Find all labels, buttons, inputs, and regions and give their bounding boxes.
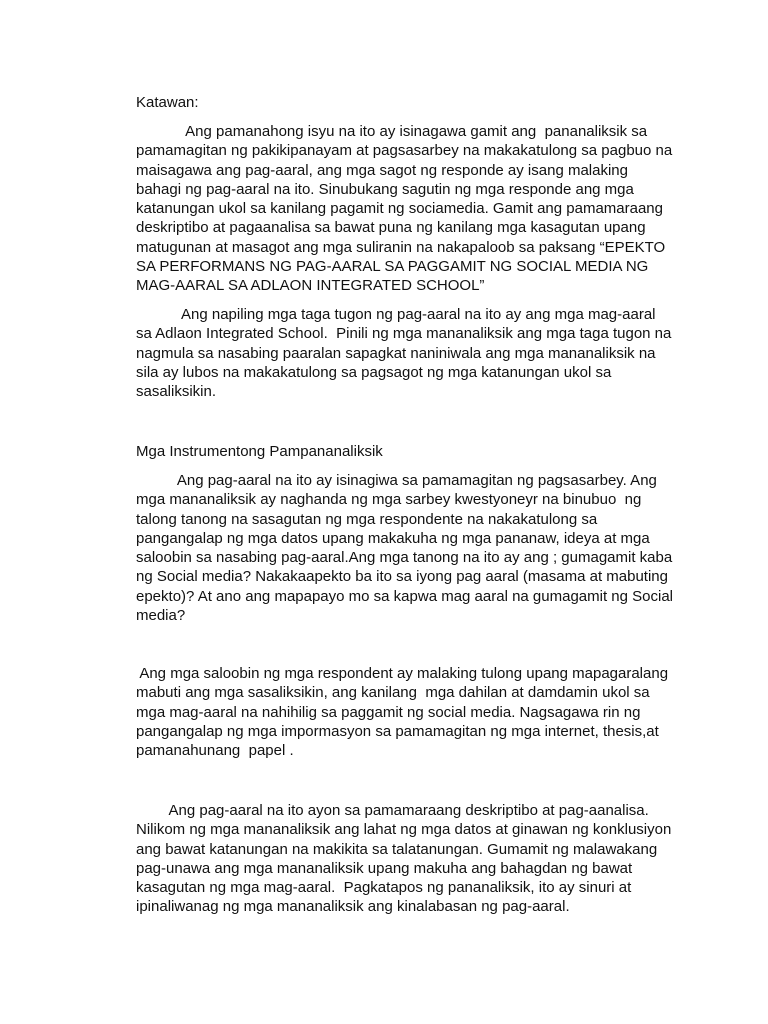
paragraph-line: bahagi ng pag-aaral na ito. Sinubukang sagutin ng mga responde ang mga	[136, 180, 634, 198]
paragraph-line: sa Adlaon Integrated School. Pinili ng mga mananaliksik ang mga taga tugon na	[136, 325, 672, 343]
paragraph-line: pamanahunang papel .	[136, 742, 294, 760]
paragraph-line: pangangalap ng mga impormasyon sa pamamagitan ng mga internet, thesis,at	[136, 722, 659, 740]
paragraph-line: ng Social media? Nakakaapekto ba ito sa iyong pag aaral (masama at mabuting	[136, 568, 668, 586]
paragraph-line: Ang pag-aaral na ito ay isinagiwa sa pamamagitan ng pagsasarbey. Ang	[136, 472, 657, 489]
paragraph-line: Ang mga saloobin ng mga respondent ay malaking tulong upang mapagaralang	[136, 665, 669, 682]
paragraph-line: Ang pag-aaral na ito ayon sa pamamaraang deskriptibo at pag-aanalisa.	[136, 802, 649, 819]
paragraph-line: pag-unawa ang mga mananaliksik upang makuha ang bahagdan ng bawat	[136, 859, 633, 877]
paragraph-4	[136, 664, 684, 760]
paragraph-line: deskriptibo at pagaanalisa sa bawat puna ng kanilang mga kasagutan upang	[136, 219, 646, 237]
paragraph-line: kasagutan ng mga mag-aaral. Pagkatapos ng pananaliksik, ito ay sinuri at	[136, 879, 632, 897]
paragraph-line: maisagawa ang pag-aaral, ang mga sagot ng responde ay isang malaking	[136, 161, 628, 179]
paragraph-line: nagmula sa nasabing paaralan sapagkat naniniwala ang mga mananaliksik na	[136, 344, 656, 362]
paragraph-line: sila ay lubos na makakatulong sa pagsagot ng mga katanungan ukol sa	[136, 363, 612, 381]
paragraph-line: sasaliksikin.	[136, 383, 217, 401]
paragraph-3	[136, 471, 684, 625]
paragraph-line: talong tanong na sasagutan ng mga respondente na nakakatulong sa	[136, 510, 598, 528]
paragraph-line: ipinaliwanag ng mga mananaliksik ang kinalabasan ng pag-aaral.	[136, 898, 570, 916]
paragraph-line: katanungan ukol sa kanilang pagamit ng sociamedia. Gamit ang pamamaraang	[136, 200, 663, 218]
paragraph-line: mga mananaliksik ay naghanda ng mga sarbey kwestyoneyr na binubuo ng	[136, 491, 642, 509]
paragraph-line: saloobin sa nasabing pag-aaral.Ang mga tanong na ito ay ang ; gumagamit kaba	[136, 549, 673, 567]
paragraph-line: Ang napiling mga taga tugon ng pag-aaral na ito ay ang mga mag-aaral	[136, 306, 656, 323]
paragraph-line: mga mag-aaral na nahihilig sa paggamit ng social media. Nagsagawa rin ng	[136, 703, 641, 721]
heading-instrumento	[136, 442, 684, 461]
paragraph-line: pamamagitan ng pakikipanayam at pagsasarbey na makakatulong sa pagbuo na	[136, 142, 673, 160]
paragraph-line: epekto)? At ano ang mapapayo mo sa kapwa mag aaral na gumagamit ng Social	[136, 587, 673, 605]
paragraph-1	[136, 122, 684, 296]
heading-katawan	[136, 93, 684, 112]
paragraph-line: matugunan at masagot ang mga suliranin na nakapaloob sa paksang “EPEKTO	[136, 238, 666, 256]
paragraph-line: ang bawat katanungan na makikita sa talatanungan. Gumamit ng malawakang	[136, 840, 658, 858]
heading-instrumento-text: Mga Instrumentong Pampananaliksik	[136, 443, 383, 460]
paragraph-line: Nilikom ng mga mananaliksik ang lahat ng mga datos at ginawan ng konklusiyon	[136, 821, 672, 839]
paragraph-line: MAG-AARAL SA ADLAON INTEGRATED SCHOOL”	[136, 277, 485, 295]
paragraph-line: SA PERFORMANS NG PAG-AARAL SA PAGGAMIT NG SOCIAL MEDIA NG	[136, 258, 649, 276]
paragraph-5	[136, 801, 684, 917]
paragraph-line: media?	[136, 607, 186, 625]
heading-katawan-text: Katawan:	[136, 94, 199, 111]
paragraph-line: Ang pamanahong isyu na ito ay isinagawa gamit ang pananaliksik sa	[136, 123, 648, 140]
paragraph-line: pangangalap ng mga datos upang makakuha ng mga pananaw, ideya at mga	[136, 529, 650, 547]
paragraph-2	[136, 305, 684, 401]
paragraph-line: mabuti ang mga sasaliksikin, ang kanilang mga dahilan at damdamin ukol sa	[136, 684, 650, 702]
